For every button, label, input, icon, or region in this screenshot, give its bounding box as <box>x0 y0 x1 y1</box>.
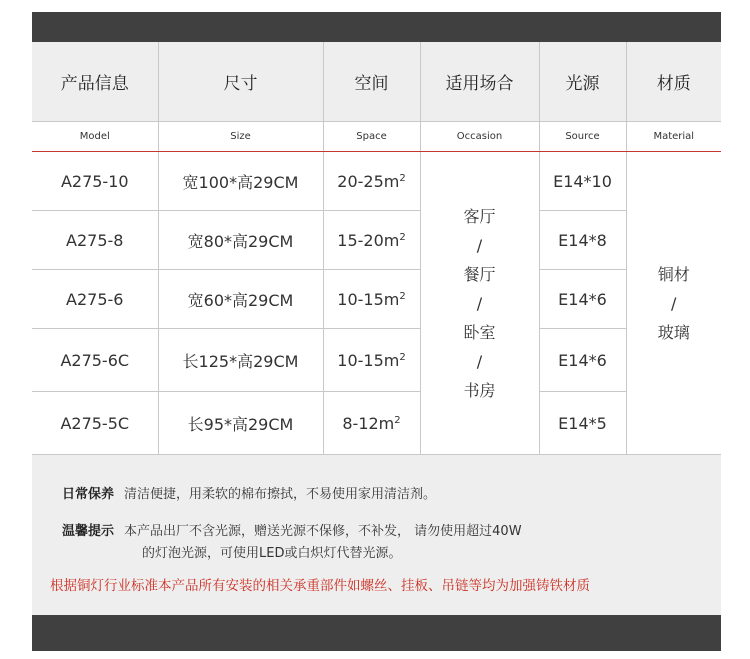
cell-model: A275-6C <box>32 329 158 392</box>
occasion-line: / <box>476 235 483 255</box>
table-row <box>32 211 721 270</box>
cell-source: E14*5 <box>539 392 626 455</box>
header-space: 空间 <box>323 42 420 122</box>
tip-note-continued <box>142 543 401 565</box>
occasion-line: 客厅 <box>463 206 496 226</box>
header-row-chinese <box>32 42 721 122</box>
cell-source: E14*6 <box>539 270 626 329</box>
subheader-model: Model <box>32 122 158 152</box>
material-line: 玻璃 <box>657 322 690 342</box>
table-row <box>32 270 721 329</box>
cell-source: E14*8 <box>539 211 626 270</box>
area-exponent: 2 <box>399 290 406 302</box>
cell-space <box>323 152 420 211</box>
space-value: 15-20m <box>337 230 400 250</box>
space-value: 20-25m <box>337 171 400 191</box>
header-model: 产品信息 <box>32 42 158 122</box>
bottom-banner-bar <box>32 615 721 651</box>
area-exponent: 2 <box>399 172 406 184</box>
subheader-size: Size <box>158 122 323 152</box>
cell-size: 宽60*高29CM <box>158 270 323 329</box>
area-exponent: 2 <box>399 231 406 243</box>
subheader-occasion: Occasion <box>420 122 539 152</box>
header-material: 材质 <box>626 42 721 122</box>
cell-space <box>323 270 420 329</box>
occasion-line: 餐厅 <box>463 264 496 284</box>
cell-source: E14*10 <box>539 152 626 211</box>
occasion-line: 书房 <box>463 380 496 400</box>
cell-space <box>323 211 420 270</box>
space-value: 8-12m <box>342 413 395 433</box>
cell-size: 长95*高29CM <box>158 392 323 455</box>
cell-material <box>626 152 721 455</box>
subheader-space: Space <box>323 122 420 152</box>
cell-model: A275-10 <box>32 152 158 211</box>
header-size: 尺寸 <box>158 42 323 122</box>
tip-note <box>62 521 522 543</box>
area-exponent: 2 <box>394 414 401 426</box>
top-banner-bar <box>32 12 721 42</box>
cell-model: A275-8 <box>32 211 158 270</box>
cell-space <box>323 329 420 392</box>
care-text: 清洁便捷，用柔软的棉布擦拭，不易使用家用清洁剂。 <box>124 487 437 502</box>
cell-size: 长125*高29CM <box>158 329 323 392</box>
cell-model: A275-5C <box>32 392 158 455</box>
space-value: 10-15m <box>337 289 400 309</box>
occasion-line: 卧室 <box>463 322 496 342</box>
header-row-english <box>32 122 721 152</box>
material-line: 铜材 <box>657 264 690 284</box>
spec-table <box>32 42 721 455</box>
space-value: 10-15m <box>337 350 400 370</box>
care-label: 日常保养 <box>62 487 115 502</box>
cell-size: 宽80*高29CM <box>158 211 323 270</box>
cell-size: 宽100*高29CM <box>158 152 323 211</box>
header-occasion: 适用场合 <box>420 42 539 122</box>
subheader-source: Source <box>539 122 626 152</box>
cell-occasion <box>420 152 539 455</box>
notes-section <box>32 462 721 615</box>
tip-text-line-1: 本产品出厂不含光源，赠送光源不保修，不补发， 请勿使用超过40W <box>124 524 522 539</box>
table-row <box>32 329 721 392</box>
cell-space <box>323 392 420 455</box>
area-exponent: 2 <box>399 351 406 363</box>
care-note <box>62 484 436 506</box>
table-row <box>32 392 721 455</box>
cell-model: A275-6 <box>32 270 158 329</box>
table-row <box>32 152 721 211</box>
tip-text-line-2: 的灯泡光源，可使用LED或白炽灯代替光源。 <box>142 546 402 561</box>
subheader-material: Material <box>626 122 721 152</box>
warning-note: 根据铜灯行业标准本产品所有安装的相关承重部件如螺丝、挂板、吊链等均为加强铸铁材质 <box>50 578 590 594</box>
occasion-line: / <box>476 293 483 313</box>
cell-source: E14*6 <box>539 329 626 392</box>
material-line: / <box>671 293 677 313</box>
tip-label: 温馨提示 <box>62 524 115 539</box>
header-source: 光源 <box>539 42 626 122</box>
occasion-line: / <box>476 351 483 371</box>
